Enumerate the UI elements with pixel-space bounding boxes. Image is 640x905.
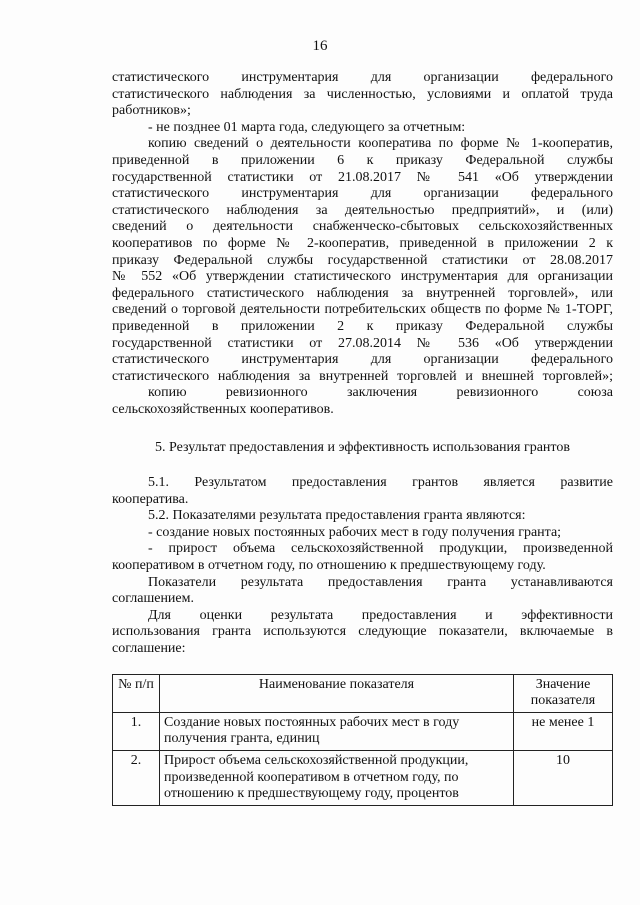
header-indicator-value: Значение показателя: [514, 674, 613, 712]
text-line: 5.1. Результатом предоставления грантов является развитие: [148, 475, 613, 491]
text-line: соглашение:: [112, 641, 186, 656]
text-line: - не позднее 01 марта года, следующего за отчетным:: [148, 119, 466, 135]
row-indicator-value: 10: [514, 750, 613, 805]
row-indicator-name: Создание новых постоянных рабочих мест в году получения гранта, единиц: [160, 712, 514, 750]
text-line: государственной статистики от 21.08.2017 № 541 «Об утверждении: [112, 169, 613, 185]
text-line: приведенной в приложении 6 к приказу Федеральной службы: [112, 152, 613, 168]
text-line: статистического наблюдения за внутренней торговлей и внешней торговлей»;: [112, 368, 613, 384]
text-line: сельскохозяйственных кооперативов.: [112, 401, 334, 417]
text-line: сведений о деятельности снабженческо-сбытовых сельскохозяйственных: [112, 219, 613, 235]
text-line: 5.2. Показателями результата предоставления гранта являются:: [148, 508, 526, 524]
text-line: Показатели результата предоставления гранта устанавливаются: [148, 574, 613, 590]
row-number: 1.: [113, 712, 160, 750]
text-line: статистического инструментария для организации федерального: [112, 186, 613, 202]
row-number: 2.: [113, 750, 160, 805]
section-heading: 5. Результат предоставления и эффективность использования грантов: [155, 440, 570, 456]
text-line: государственной статистики от 27.08.2014 № 536 «Об утверждении: [112, 335, 613, 351]
text-line: Для оценки результата предоставления и эффективности: [148, 607, 613, 623]
text-line: копию ревизионного заключения ревизионного союза: [148, 385, 613, 401]
text-line: соглашением.: [112, 591, 194, 607]
text-line: - прирост объема сельскохозяйственной продукции, произведенной: [148, 541, 613, 557]
text-line: приведенной в приложении 2 к приказу Федеральной службы: [112, 318, 613, 334]
document-body: [112, 70, 613, 806]
table-row: [113, 750, 613, 805]
text-line: кооперативов по форме № 2-кооператив, приведенной в приложении 2 к: [112, 235, 613, 251]
header-indicator-name: Наименование показателя: [160, 674, 514, 712]
indicators-table: [112, 674, 613, 806]
text-line: статистического наблюдения за деятельностью предприятий», и (или): [112, 202, 613, 218]
header-number: № п/п: [113, 674, 160, 712]
text-line: статистического инструментария для организации федерального: [112, 70, 613, 85]
text-line: работников»;: [112, 103, 191, 119]
text-line: федерального статистического наблюдения за внутренней торговлей», или: [112, 285, 613, 301]
text-line: кооператива.: [112, 491, 189, 507]
text-line: сведений о торговой деятельности потребительских обществ по форме № 1-ТОРГ,: [112, 302, 613, 318]
text-line: № 552 «Об утверждении статистического инструментария для организации: [112, 269, 613, 285]
text-line: приказу Федеральной службы государственной статистики от 28.08.2017: [112, 252, 613, 268]
text-line: статистического наблюдения за численностью, условиями и оплатой труда: [112, 86, 613, 102]
table-header-row: [113, 674, 613, 712]
row-indicator-name: Прирост объема сельскохозяйственной продукции, произведенной кооперативом в отчетном году, по отношению к предшествующему году, процентов: [160, 750, 514, 805]
page-number: 16: [312, 38, 328, 54]
text-line: использования гранта используются следующие показатели, включаемые в: [112, 624, 613, 640]
text-line: кооперативом в отчетном году, по отношению к предшествующему году.: [112, 558, 546, 574]
text-line: статистического инструментария для организации федерального: [112, 352, 613, 368]
text-line: копию сведений о деятельности кооператива по форме № 1-кооператив,: [148, 136, 613, 152]
text-line: - создание новых постоянных рабочих мест в году получения гранта;: [148, 524, 562, 540]
row-indicator-value: не менее 1: [514, 712, 613, 750]
table-row: [113, 712, 613, 750]
